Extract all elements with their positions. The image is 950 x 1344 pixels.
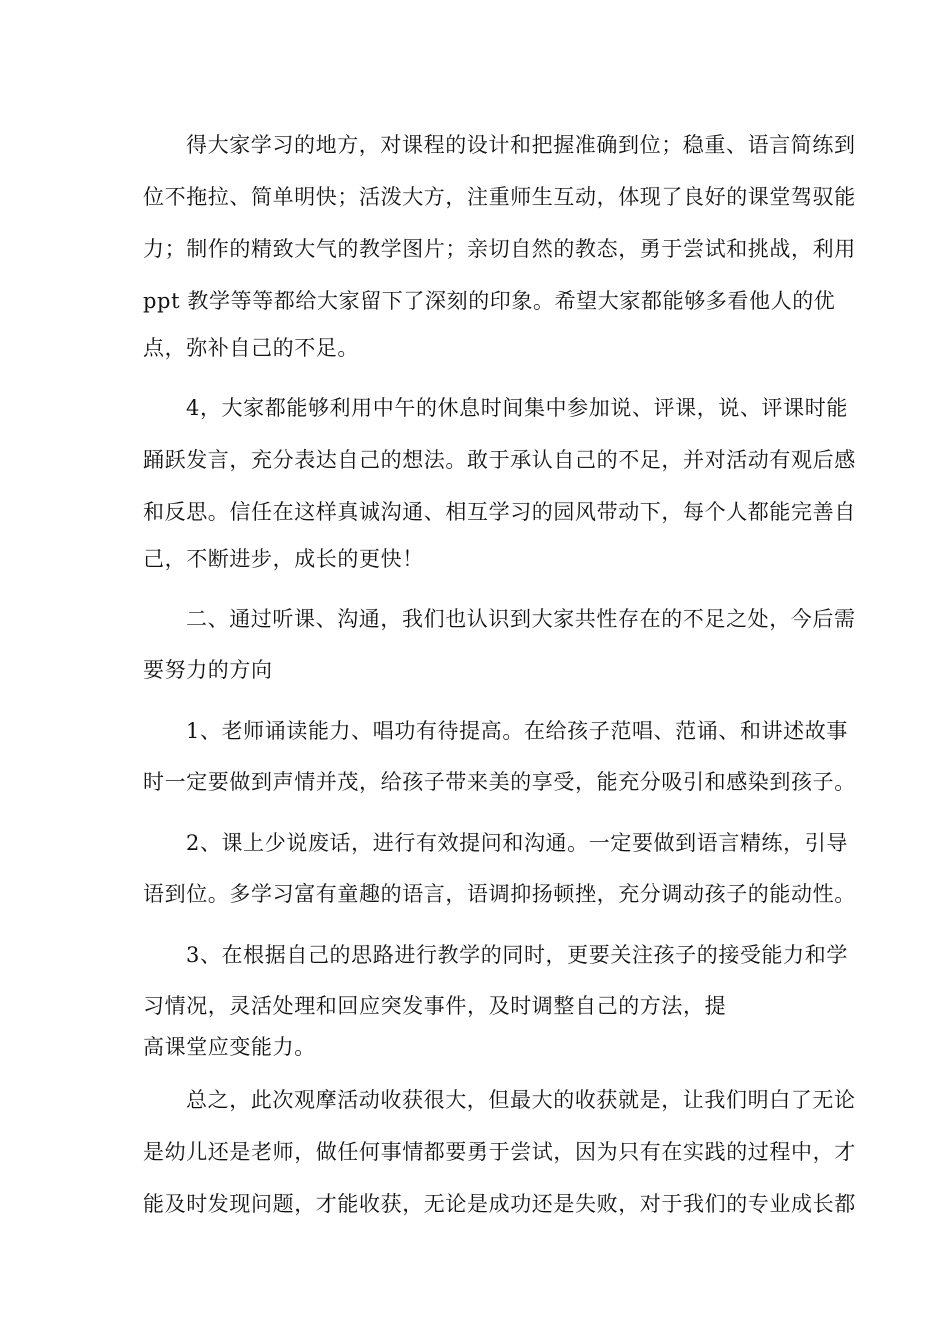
paragraph-line: 己，不断进步，成长的更快！: [143, 547, 424, 571]
paragraph-line: 二、通过听课、沟通，我们也认识到大家共性存在的不足之处，今后需: [186, 607, 856, 631]
paragraph-line: 2、课上少说废话，进行有效提问和沟通。一定要做到语言精练，引导: [186, 831, 848, 855]
paragraph-line: ppt 教学等等都给大家留下了深刻的印象。希望大家都能够多看他人的优: [143, 289, 836, 313]
paragraph-line: 得大家学习的地方，对课程的设计和把握准确到位；稳重、语言简练到: [186, 133, 856, 157]
paragraph-line: 和反思。信任在这样真诚沟通、相互学习的园风带动下，每个人都能完善自: [143, 500, 856, 524]
paragraph-line: 3、在根据自己的思路进行教学的同时，更要关注孩子的接受能力和学: [186, 943, 848, 967]
paragraph-line: 习情况，灵活处理和回应突发事件，及时调整自己的方法，提: [143, 994, 727, 1018]
paragraph-line: 时一定要做到声情并茂，给孩子带来美的享受，能充分吸引和感染到孩子。: [143, 770, 856, 794]
paragraph-line: 高课堂应变能力。: [143, 1035, 316, 1059]
paragraph-line: 1、老师诵读能力、唱功有待提高。在给孩子范唱、范诵、和讲述故事: [186, 719, 848, 743]
paragraph-line: 4，大家都能够利用中午的休息时间集中参加说、评课，说、评课时能: [186, 396, 848, 420]
paragraph-line: 点，弥补自己的不足。: [143, 336, 359, 360]
paragraph-line: 总之，此次观摩活动收获很大，但最大的收获就是，让我们明白了无论: [186, 1088, 856, 1112]
paragraph-line: 能及时发现问题，才能收获，无论是成功还是失败，对于我们的专业成长都: [143, 1192, 856, 1216]
paragraph-line: 是幼儿还是老师，做任何事情都要勇于尝试，因为只有在实践的过程中，才: [143, 1140, 856, 1164]
paragraph-line: 力；制作的精致大气的教学图片；亲切自然的教态，勇于尝试和挑战，利用: [143, 237, 856, 261]
paragraph-line: 要努力的方向: [143, 658, 273, 682]
paragraph-line: 踊跃发言，充分表达自己的想法。敢于承认自己的不足，并对活动有观后感: [143, 448, 856, 472]
paragraph-line: 位不拖拉、简单明快；活泼大方，注重师生互动，体现了良好的课堂驾驭能: [143, 185, 856, 209]
paragraph-line: 语到位。多学习富有童趣的语言，语调抑扬顿挫，充分调动孩子的能动性。: [143, 882, 856, 906]
